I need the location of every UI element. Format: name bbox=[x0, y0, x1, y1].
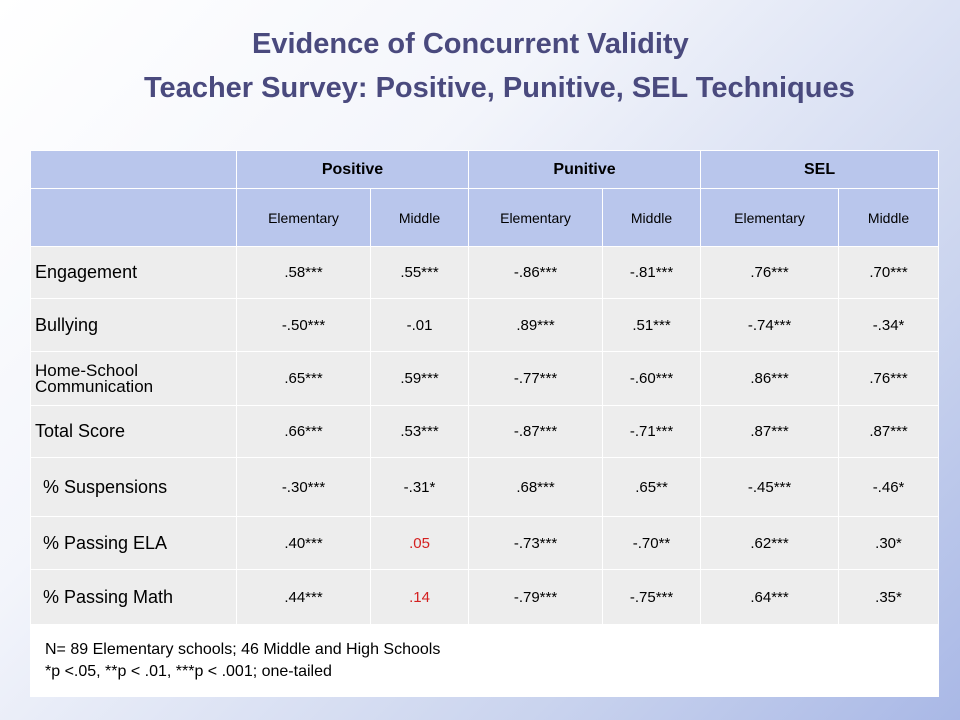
table-cell: .65*** bbox=[237, 352, 371, 406]
table-cell: .65** bbox=[603, 458, 701, 517]
table-row-home-school-communication bbox=[31, 352, 939, 406]
row-label: Engagement bbox=[31, 247, 237, 299]
corner-cell bbox=[31, 151, 237, 189]
table-cell: .53*** bbox=[371, 406, 469, 458]
table-cell: -.60*** bbox=[603, 352, 701, 406]
table-cell: -.73*** bbox=[469, 517, 603, 570]
row-label: Total Score bbox=[31, 406, 237, 458]
table-cell: -.87*** bbox=[469, 406, 603, 458]
table-cell: .76*** bbox=[701, 247, 839, 299]
subheader-cell: Middle bbox=[839, 189, 939, 247]
group-header-punitive: Punitive bbox=[469, 151, 701, 189]
table-cell-highlight: .05 bbox=[371, 517, 469, 570]
table-row-total-score bbox=[31, 406, 939, 458]
table-cell: .66*** bbox=[237, 406, 371, 458]
table-cell: .89*** bbox=[469, 299, 603, 352]
row-label: Home-School Communication bbox=[31, 352, 237, 406]
table-cell: .30* bbox=[839, 517, 939, 570]
table-cell: -.30*** bbox=[237, 458, 371, 517]
table-cell: -.77*** bbox=[469, 352, 603, 406]
table-footnote-row bbox=[31, 625, 939, 697]
row-label: Bullying bbox=[31, 299, 237, 352]
row-label: % Passing ELA bbox=[31, 517, 237, 570]
table-row-bullying bbox=[31, 299, 939, 352]
footnote-significance: *p <.05, **p < .01, ***p < .001; one-tailed bbox=[45, 662, 332, 680]
subheader-cell: Middle bbox=[603, 189, 701, 247]
table-cell: -.50*** bbox=[237, 299, 371, 352]
table-cell: -.71*** bbox=[603, 406, 701, 458]
table-cell: .68*** bbox=[469, 458, 603, 517]
table-row-passing-ela bbox=[31, 517, 939, 570]
table-cell: .40*** bbox=[237, 517, 371, 570]
subheader-cell: Elementary bbox=[237, 189, 371, 247]
page-title-line-1: Evidence of Concurrent Validity bbox=[252, 28, 689, 60]
table-row-suspensions bbox=[31, 458, 939, 517]
table-cell: .55*** bbox=[371, 247, 469, 299]
table-cell: .59*** bbox=[371, 352, 469, 406]
table-footnote bbox=[31, 625, 939, 697]
table-cell: .70*** bbox=[839, 247, 939, 299]
table-cell: -.01 bbox=[371, 299, 469, 352]
table-cell: .76*** bbox=[839, 352, 939, 406]
table-cell: .62*** bbox=[701, 517, 839, 570]
table-cell: .51*** bbox=[603, 299, 701, 352]
table-cell: -.45*** bbox=[701, 458, 839, 517]
table-cell: -.81*** bbox=[603, 247, 701, 299]
subheader-cell: Middle bbox=[371, 189, 469, 247]
subheader-cell: Elementary bbox=[701, 189, 839, 247]
table-cell: -.46* bbox=[839, 458, 939, 517]
subheader-row bbox=[31, 189, 939, 247]
table-cell: .58*** bbox=[237, 247, 371, 299]
subheader-corner-cell bbox=[31, 189, 237, 247]
table-cell: .87*** bbox=[839, 406, 939, 458]
table-cell: -.31* bbox=[371, 458, 469, 517]
table-cell: -.75*** bbox=[603, 570, 701, 625]
group-header-sel: SEL bbox=[701, 151, 939, 189]
page-title-line-2: Teacher Survey: Positive, Punitive, SEL Techniques bbox=[144, 72, 855, 104]
table-row-passing-math bbox=[31, 570, 939, 625]
group-header-row bbox=[31, 151, 939, 189]
subheader-cell: Elementary bbox=[469, 189, 603, 247]
row-label: % Passing Math bbox=[31, 570, 237, 625]
row-label: % Suspensions bbox=[31, 458, 237, 517]
table-cell: -.74*** bbox=[701, 299, 839, 352]
table-cell: -.79*** bbox=[469, 570, 603, 625]
table-cell: .35* bbox=[839, 570, 939, 625]
table-cell: -.86*** bbox=[469, 247, 603, 299]
table-cell: .44*** bbox=[237, 570, 371, 625]
correlation-table bbox=[30, 150, 939, 697]
table-cell: .86*** bbox=[701, 352, 839, 406]
table-cell: -.70** bbox=[603, 517, 701, 570]
table-cell: -.34* bbox=[839, 299, 939, 352]
table-cell: .64*** bbox=[701, 570, 839, 625]
table-row-engagement bbox=[31, 247, 939, 299]
table-cell: .87*** bbox=[701, 406, 839, 458]
table-cell-highlight: .14 bbox=[371, 570, 469, 625]
footnote-sample-size: N= 89 Elementary schools; 46 Middle and High Schools bbox=[45, 640, 441, 658]
group-header-positive: Positive bbox=[237, 151, 469, 189]
